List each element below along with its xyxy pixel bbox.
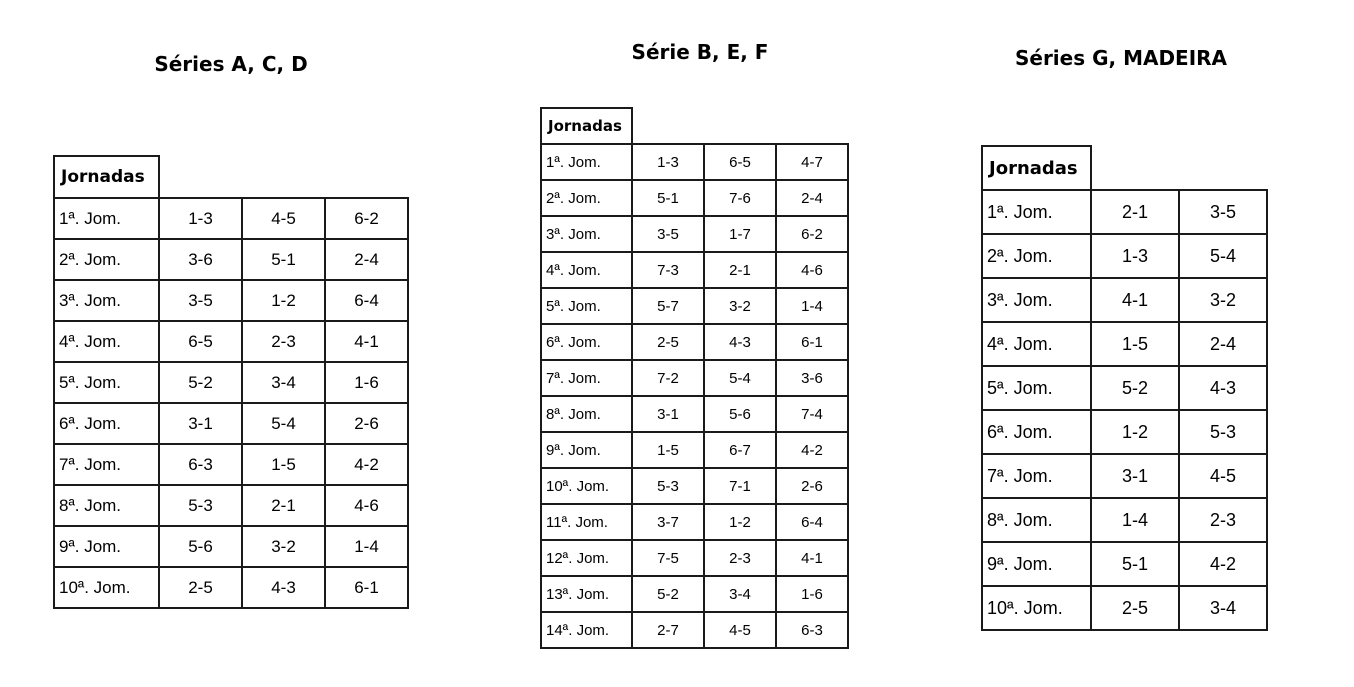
schedule-table-g-madeira	[981, 145, 1268, 631]
table-row	[982, 234, 1267, 278]
jornada-label: 10ª. Jom.	[541, 468, 632, 504]
match-cell: 6-4	[325, 280, 408, 321]
match-cell: 4-2	[325, 444, 408, 485]
match-cell: 5-4	[1179, 234, 1267, 278]
match-cell: 2-4	[1179, 322, 1267, 366]
table-row	[982, 542, 1267, 586]
match-cell: 2-3	[1179, 498, 1267, 542]
match-cell: 2-5	[159, 567, 242, 608]
match-cell: 7-1	[704, 468, 776, 504]
table-row	[54, 485, 408, 526]
table-row	[541, 216, 848, 252]
match-cell: 7-2	[632, 360, 704, 396]
match-cell: 1-4	[776, 288, 848, 324]
match-cell: 4-1	[325, 321, 408, 362]
match-cell: 5-1	[1091, 542, 1179, 586]
match-cell: 3-4	[242, 362, 325, 403]
match-cell: 4-3	[1179, 366, 1267, 410]
match-cell: 4-5	[1179, 454, 1267, 498]
jornada-label: 3ª. Jom.	[982, 278, 1091, 322]
jornada-label: 2ª. Jom.	[982, 234, 1091, 278]
match-cell: 6-2	[325, 198, 408, 239]
table-row	[541, 468, 848, 504]
table-row	[982, 366, 1267, 410]
jornada-label: 3ª. Jom.	[541, 216, 632, 252]
jornada-label: 6ª. Jom.	[54, 403, 159, 444]
match-cell: 3-5	[632, 216, 704, 252]
jornada-label: 13ª. Jom.	[541, 576, 632, 612]
schedule-table-a-c-d	[53, 155, 409, 609]
title-series-b-e-f: Série B, E, F	[631, 40, 769, 64]
jornada-label: 11ª. Jom.	[541, 504, 632, 540]
match-cell: 6-3	[159, 444, 242, 485]
header-spacer	[632, 108, 848, 144]
table-row	[541, 180, 848, 216]
match-cell: 2-1	[704, 252, 776, 288]
jornadas-header: Jornadas	[982, 146, 1091, 190]
table-row	[541, 252, 848, 288]
jornada-label: 8ª. Jom.	[54, 485, 159, 526]
table-row	[54, 280, 408, 321]
table-row	[541, 288, 848, 324]
match-cell: 6-5	[704, 144, 776, 180]
jornada-label: 14ª. Jom.	[541, 612, 632, 648]
match-cell: 1-3	[632, 144, 704, 180]
match-cell: 2-6	[776, 468, 848, 504]
jornada-label: 1ª. Jom.	[541, 144, 632, 180]
match-cell: 5-3	[1179, 410, 1267, 454]
match-cell: 4-1	[1091, 278, 1179, 322]
match-cell: 5-2	[1091, 366, 1179, 410]
header-spacer	[1091, 146, 1267, 190]
jornada-label: 2ª. Jom.	[54, 239, 159, 280]
match-cell: 2-3	[704, 540, 776, 576]
match-cell: 4-7	[776, 144, 848, 180]
match-cell: 4-2	[1179, 542, 1267, 586]
match-cell: 3-1	[1091, 454, 1179, 498]
match-cell: 4-5	[704, 612, 776, 648]
match-cell: 1-2	[1091, 410, 1179, 454]
match-cell: 2-5	[632, 324, 704, 360]
jornada-label: 5ª. Jom.	[982, 366, 1091, 410]
jornadas-table	[981, 145, 1268, 631]
title-series-g-madeira: Séries G, MADEIRA	[1014, 46, 1228, 70]
jornada-label: 1ª. Jom.	[54, 198, 159, 239]
jornada-label: 5ª. Jom.	[54, 362, 159, 403]
jornada-label: 6ª. Jom.	[982, 410, 1091, 454]
match-cell: 2-1	[1091, 190, 1179, 234]
match-cell: 7-5	[632, 540, 704, 576]
match-cell: 1-2	[242, 280, 325, 321]
match-cell: 1-7	[704, 216, 776, 252]
table-row	[54, 567, 408, 608]
table-row	[54, 526, 408, 567]
match-cell: 5-2	[632, 576, 704, 612]
match-cell: 3-1	[632, 396, 704, 432]
table-row	[541, 504, 848, 540]
match-cell: 6-1	[776, 324, 848, 360]
jornada-label: 7ª. Jom.	[541, 360, 632, 396]
match-cell: 6-4	[776, 504, 848, 540]
match-cell: 5-6	[704, 396, 776, 432]
jornada-label: 9ª. Jom.	[54, 526, 159, 567]
match-cell: 4-5	[242, 198, 325, 239]
match-cell: 1-6	[325, 362, 408, 403]
match-cell: 1-5	[632, 432, 704, 468]
match-cell: 2-6	[325, 403, 408, 444]
match-cell: 1-5	[1091, 322, 1179, 366]
table-row	[541, 396, 848, 432]
jornada-label: 10ª. Jom.	[54, 567, 159, 608]
match-cell: 3-5	[1179, 190, 1267, 234]
match-cell: 3-2	[1179, 278, 1267, 322]
table-row	[982, 322, 1267, 366]
match-cell: 3-2	[242, 526, 325, 567]
match-cell: 3-2	[704, 288, 776, 324]
match-cell: 3-4	[1179, 586, 1267, 630]
table-row	[54, 198, 408, 239]
match-cell: 6-2	[776, 216, 848, 252]
match-cell: 5-1	[632, 180, 704, 216]
jornadas-header: Jornadas	[541, 108, 632, 144]
jornada-label: 12ª. Jom.	[541, 540, 632, 576]
match-cell: 5-2	[159, 362, 242, 403]
jornada-label: 3ª. Jom.	[54, 280, 159, 321]
match-cell: 5-4	[704, 360, 776, 396]
table-row	[54, 444, 408, 485]
header-spacer	[159, 156, 408, 198]
jornada-label: 7ª. Jom.	[982, 454, 1091, 498]
match-cell: 2-3	[242, 321, 325, 362]
table-row	[541, 144, 848, 180]
table-row	[541, 324, 848, 360]
match-cell: 3-7	[632, 504, 704, 540]
match-cell: 2-4	[325, 239, 408, 280]
title-series-a-c-d: Séries A, C, D	[154, 52, 308, 76]
jornada-label: 8ª. Jom.	[541, 396, 632, 432]
table-row	[54, 239, 408, 280]
jornada-label: 9ª. Jom.	[541, 432, 632, 468]
match-cell: 5-3	[632, 468, 704, 504]
header-row	[541, 108, 848, 144]
match-cell: 1-4	[1091, 498, 1179, 542]
match-cell: 3-6	[776, 360, 848, 396]
match-cell: 7-3	[632, 252, 704, 288]
match-cell: 1-6	[776, 576, 848, 612]
header-row	[982, 146, 1267, 190]
jornada-label: 5ª. Jom.	[541, 288, 632, 324]
match-cell: 2-7	[632, 612, 704, 648]
match-cell: 2-1	[242, 485, 325, 526]
match-cell: 1-4	[325, 526, 408, 567]
jornadas-header: Jornadas	[54, 156, 159, 198]
table-row	[982, 454, 1267, 498]
header-row	[54, 156, 408, 198]
match-cell: 4-1	[776, 540, 848, 576]
match-cell: 1-2	[704, 504, 776, 540]
table-row	[54, 362, 408, 403]
table-row	[982, 410, 1267, 454]
jornada-label: 4ª. Jom.	[982, 322, 1091, 366]
match-cell: 5-6	[159, 526, 242, 567]
jornada-label: 4ª. Jom.	[541, 252, 632, 288]
match-cell: 4-2	[776, 432, 848, 468]
table-row	[541, 612, 848, 648]
match-cell: 4-6	[325, 485, 408, 526]
table-row	[982, 586, 1267, 630]
match-cell: 7-4	[776, 396, 848, 432]
jornada-label: 1ª. Jom.	[982, 190, 1091, 234]
table-row	[54, 321, 408, 362]
match-cell: 6-1	[325, 567, 408, 608]
match-cell: 6-3	[776, 612, 848, 648]
table-row	[541, 432, 848, 468]
match-cell: 5-1	[242, 239, 325, 280]
table-row	[541, 576, 848, 612]
match-cell: 3-5	[159, 280, 242, 321]
match-cell: 4-6	[776, 252, 848, 288]
table-row	[54, 403, 408, 444]
match-cell: 1-3	[1091, 234, 1179, 278]
match-cell: 3-6	[159, 239, 242, 280]
jornada-label: 6ª. Jom.	[541, 324, 632, 360]
jornada-label: 10ª. Jom.	[982, 586, 1091, 630]
table-row	[982, 498, 1267, 542]
match-cell: 4-3	[242, 567, 325, 608]
jornada-label: 2ª. Jom.	[541, 180, 632, 216]
match-cell: 3-1	[159, 403, 242, 444]
table-row	[982, 278, 1267, 322]
match-cell: 5-4	[242, 403, 325, 444]
jornada-label: 7ª. Jom.	[54, 444, 159, 485]
match-cell: 6-7	[704, 432, 776, 468]
match-cell: 1-3	[159, 198, 242, 239]
match-cell: 4-3	[704, 324, 776, 360]
schedule-table-b-e-f	[540, 107, 849, 649]
match-cell: 5-3	[159, 485, 242, 526]
jornada-label: 8ª. Jom.	[982, 498, 1091, 542]
match-cell: 6-5	[159, 321, 242, 362]
match-cell: 2-4	[776, 180, 848, 216]
table-row	[541, 540, 848, 576]
match-cell: 1-5	[242, 444, 325, 485]
jornada-label: 9ª. Jom.	[982, 542, 1091, 586]
match-cell: 2-5	[1091, 586, 1179, 630]
table-row	[982, 190, 1267, 234]
jornadas-table	[53, 155, 409, 609]
match-cell: 3-4	[704, 576, 776, 612]
match-cell: 7-6	[704, 180, 776, 216]
table-row	[541, 360, 848, 396]
jornada-label: 4ª. Jom.	[54, 321, 159, 362]
match-cell: 5-7	[632, 288, 704, 324]
jornadas-table	[540, 107, 849, 649]
